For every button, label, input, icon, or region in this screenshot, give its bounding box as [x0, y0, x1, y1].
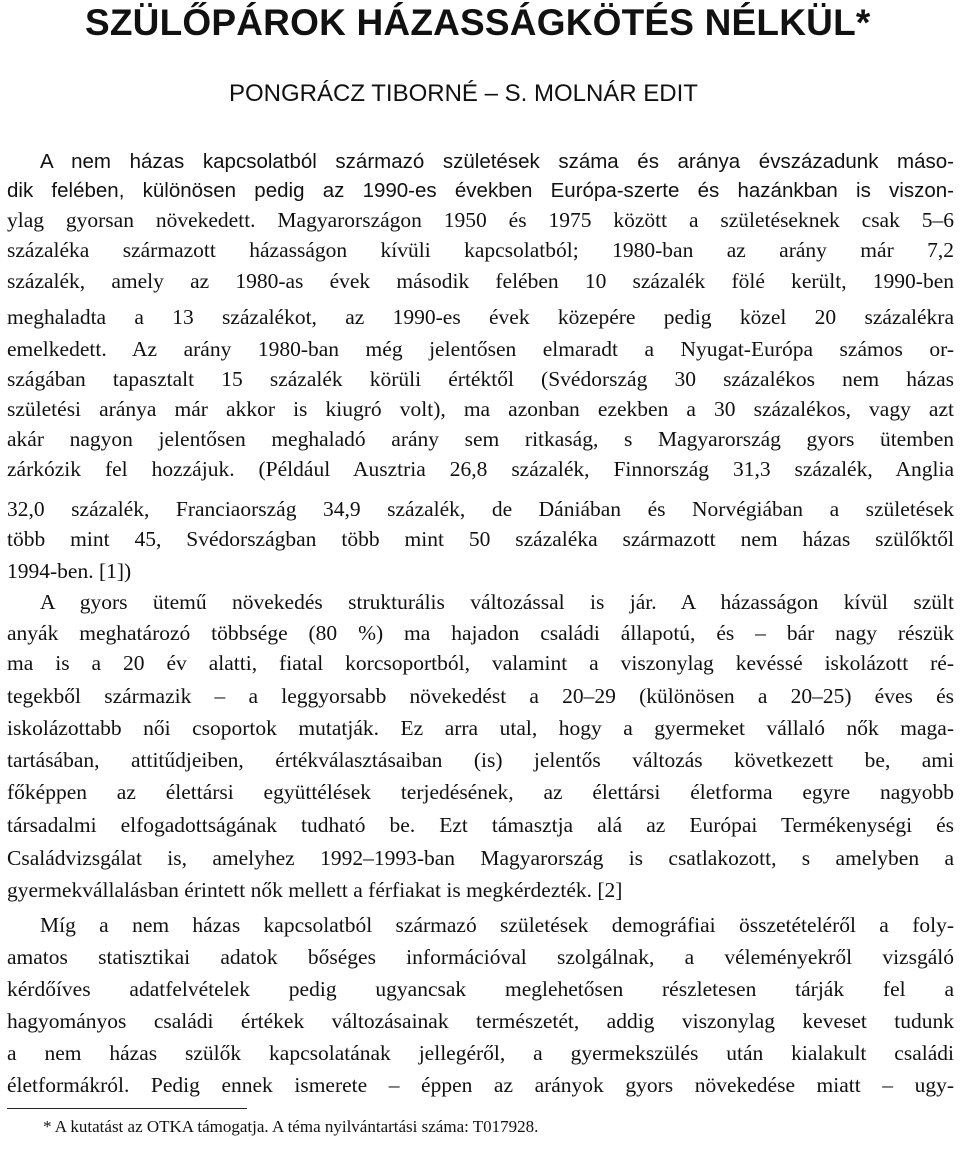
author-line: PONGRÁCZ TIBORNÉ – S. MOLNÁR EDIT [229, 80, 698, 107]
body-line: több mint 45, Svédországban több mint 50 százaléka származott nem házas szülőktől [7, 527, 954, 551]
body-line: Családvizsgálat is, amelyhez 1992–1993-ban Magyarország is csatlakozott, s amelyben a [7, 846, 954, 870]
article-title: SZÜLŐPÁROK HÁZASSÁGKÖTÉS NÉLKÜL* [85, 2, 871, 43]
body-line: Míg a nem házas kapcsolatból származó születések demográfiai összetételéről a foly- [40, 913, 954, 937]
body-line: gyermekvállalásban érintett nők mellett a férfiakat is megkérdezték. [2] [7, 878, 623, 902]
body-line: iskolázottabb női csoportok mutatják. Ez arra utal, hogy a gyermeket vállaló nők maga- [7, 716, 954, 740]
body-line: születési aránya már akkor is kiugró volt), ma azonban ezekben a 30 százalékos, vagy azt [7, 397, 954, 421]
body-line: kérdőíves adatfelvételek pedig ugyancsak meglehetősen részletesen tárják fel a [7, 977, 954, 1001]
body-line: társadalmi elfogadottságának tudható be. Ezt támasztja alá az Európai Termékenységi és [7, 813, 954, 837]
body-line: zárkózik fel hozzájuk. (Például Ausztria 26,8 százalék, Finnország 31,3 százalék, Anglia [7, 457, 954, 481]
body-line: szágában tapasztalt 15 százalék körüli értéktől (Svédország 30 százalékos nem házas [7, 367, 954, 391]
body-line: ylag gyorsan növekedett. Magyarországon 1950 és 1975 között a születéseknek csak 5–6 [7, 208, 954, 232]
body-line: 1994-ben. [1]) [7, 559, 132, 583]
body-line: anyák meghatározó többsége (80 %) ma hajadon családi állapotú, és – bár nagy részük [7, 621, 954, 645]
body-line: amatos statisztikai adatok bőséges információval szolgálnak, a véleményekről vizsgáló [7, 945, 954, 969]
body-line: tartásában, attitűdjeiben, értékválasztásaiban (is) jelentős változás következett be, ami [7, 748, 954, 772]
body-line: százaléka származott házasságon kívüli kapcsolatból; 1980-ban az arány már 7,2 [7, 238, 954, 262]
footnote: * A kutatást az OTKA támogatja. A téma nyilvántartási száma: T017928. [43, 1117, 539, 1136]
body-line: főképpen az élettársi együttélések terjedésének, az élettársi életforma egyre nagyobb [7, 780, 954, 804]
body-line: meghaladta a 13 százalékot, az 1990-es évek közepére pedig közel 20 százalékra [7, 305, 954, 329]
body-line: a nem házas szülők kapcsolatának jellegéről, a gyermekszülés után kialakult családi [7, 1041, 954, 1065]
body-line: akár nagyon jelentősen meghaladó arány sem ritkaság, s Magyarország gyors ütemben [7, 427, 954, 451]
body-line: életformákról. Pedig ennek ismerete – éppen az arányok gyors növekedése miatt – ugy- [7, 1073, 954, 1097]
body-line: A nem házas kapcsolatból származó születések száma és aránya évszázadunk máso- [40, 150, 954, 173]
body-line: ma is a 20 év alatti, fiatal korcsoportból, valamint a viszonylag kevéssé iskolázott ré- [7, 651, 954, 675]
body-line: tegekből származik – a leggyorsabb növekedést a 20–29 (különösen a 20–25) éves és [7, 684, 954, 708]
body-line: A gyors ütemű növekedés strukturális változással is jár. A házasságon kívül szült [40, 590, 954, 614]
body-line: hagyományos családi értékek változásainak természetét, addig viszonylag keveset tudunk [7, 1009, 954, 1033]
body-line: 32,0 százalék, Franciaország 34,9 százalék, de Dániában és Norvégiában a születések [7, 497, 954, 521]
footnote-divider [7, 1108, 247, 1109]
body-line: emelkedett. Az arány 1980-ban még jelentősen elmaradt a Nyugat-Európa számos or- [7, 337, 954, 361]
body-line: dik felében, különösen pedig az 1990-es években Európa-szerte és hazánkban is viszon- [7, 179, 954, 202]
body-line: százalék, amely az 1980-as évek második felében 10 százalék fölé került, 1990-ben [7, 269, 954, 293]
